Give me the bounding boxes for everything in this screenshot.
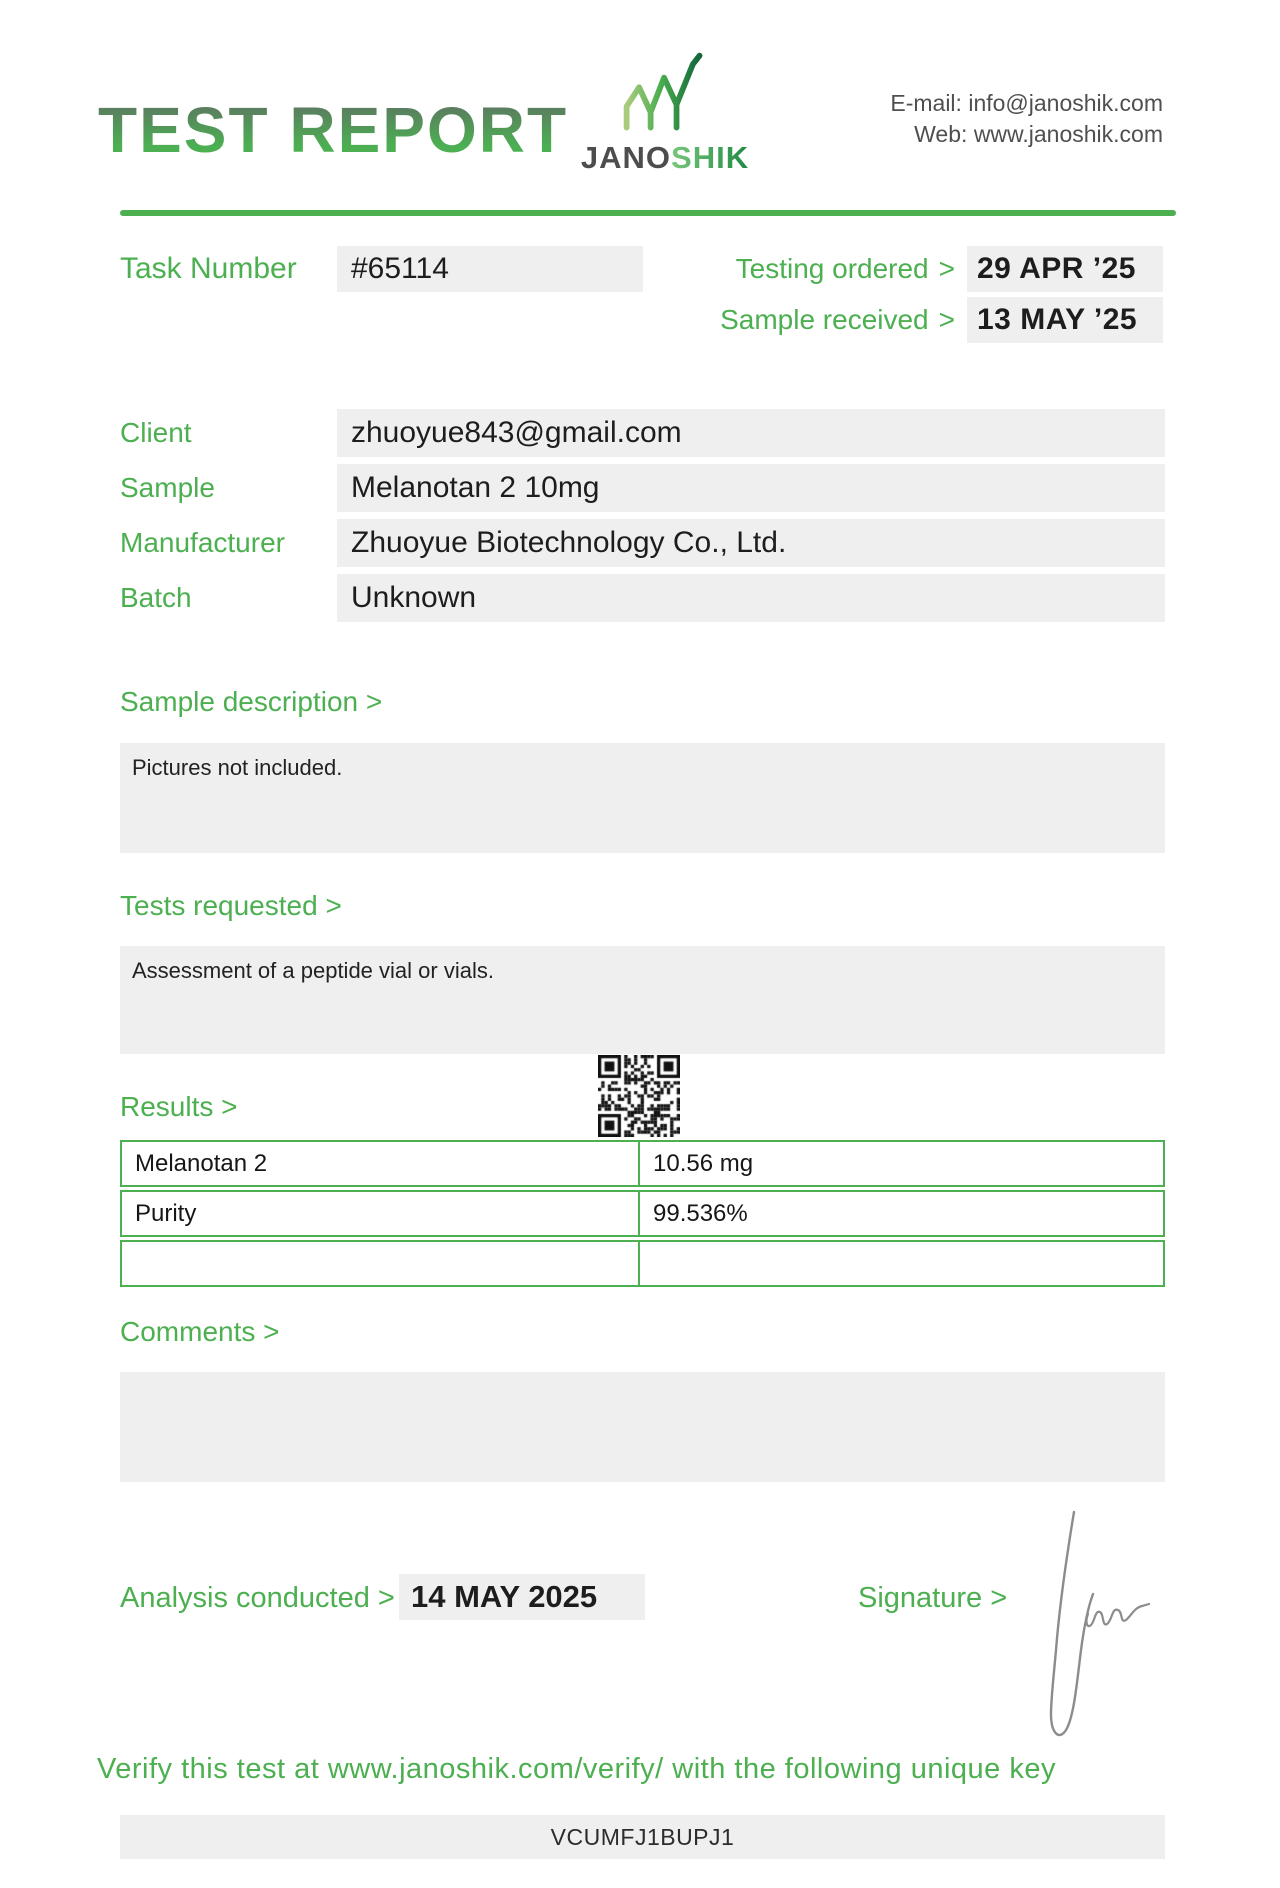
- signature-scribble-icon: [1030, 1500, 1160, 1750]
- batch-label: Batch: [120, 582, 192, 613]
- analysis-conducted-label: Analysis conducted >: [120, 1582, 395, 1614]
- result-row: [120, 1240, 1165, 1287]
- result-name: [122, 1242, 640, 1285]
- contact-email: E-mail: info@janoshik.com: [890, 90, 1163, 116]
- sample-received-value: 13 MAY ’25: [967, 297, 1163, 343]
- detail-row-sample: [120, 464, 1165, 512]
- result-name: Melanotan 2: [122, 1142, 640, 1185]
- signature-label: Signature >: [858, 1582, 1008, 1614]
- result-value: [640, 1242, 1163, 1285]
- header-divider: [120, 210, 1176, 216]
- task-number-label: Task Number: [120, 252, 297, 285]
- manufacturer-value: Zhuoyue Biotechnology Co., Ltd.: [337, 519, 1165, 567]
- tests-requested-box: Assessment of a peptide vial or vials.: [120, 946, 1165, 1054]
- manufacturer-label: Manufacturer: [120, 527, 285, 558]
- result-row: [120, 1140, 1165, 1187]
- result-row: [120, 1190, 1165, 1237]
- sample-value: Melanotan 2 10mg: [337, 464, 1165, 512]
- qr-code: [598, 1055, 680, 1137]
- testing-ordered-row: [583, 246, 1163, 292]
- detail-row-client: [120, 409, 1165, 457]
- logo-text-shik: SHIK: [671, 140, 750, 175]
- comments-box: [120, 1372, 1165, 1482]
- result-value: 99.536%: [653, 1200, 748, 1227]
- sample-received-row: [583, 297, 1163, 343]
- result-value: 10.56 mg: [653, 1150, 754, 1177]
- testing-ordered-value: 29 APR ’25: [967, 246, 1163, 292]
- detail-row-manufacturer: [120, 519, 1165, 567]
- task-number-value: #65114: [337, 246, 643, 292]
- sample-description-heading: Sample description >: [120, 686, 383, 717]
- growth-chart-icon: [617, 50, 713, 138]
- testing-ordered-label: Testing ordered: [735, 253, 929, 284]
- client-value: zhuoyue843@gmail.com: [337, 409, 1165, 457]
- logo-text-jano: JANO: [580, 140, 672, 175]
- page-title: TEST REPORT: [98, 94, 569, 166]
- verify-text: Verify this test at www.janoshik.com/verify/ with the following unique key: [97, 1753, 1056, 1785]
- contact-block: [890, 88, 1163, 150]
- results-heading: Results >: [120, 1091, 238, 1122]
- result-name: Purity: [122, 1192, 640, 1235]
- logo-text: [575, 140, 755, 176]
- client-label: Client: [120, 417, 192, 448]
- comments-heading: Comments >: [120, 1316, 280, 1347]
- analysis-date-value: 14 MAY 2025: [399, 1574, 645, 1620]
- arrow-right-icon: >: [938, 304, 955, 335]
- detail-row-batch: [120, 574, 1165, 622]
- sample-description-box: Pictures not included.: [120, 743, 1165, 853]
- sample-received-label: Sample received: [720, 304, 929, 335]
- sample-label: Sample: [120, 472, 215, 503]
- unique-key-value: VCUMFJ1BUPJ1: [120, 1815, 1165, 1859]
- arrow-right-icon: >: [938, 253, 955, 284]
- contact-web: Web: www.janoshik.com: [914, 121, 1163, 147]
- batch-value: Unknown: [337, 574, 1165, 622]
- tests-requested-heading: Tests requested >: [120, 890, 342, 921]
- janoshik-logo: [575, 50, 755, 176]
